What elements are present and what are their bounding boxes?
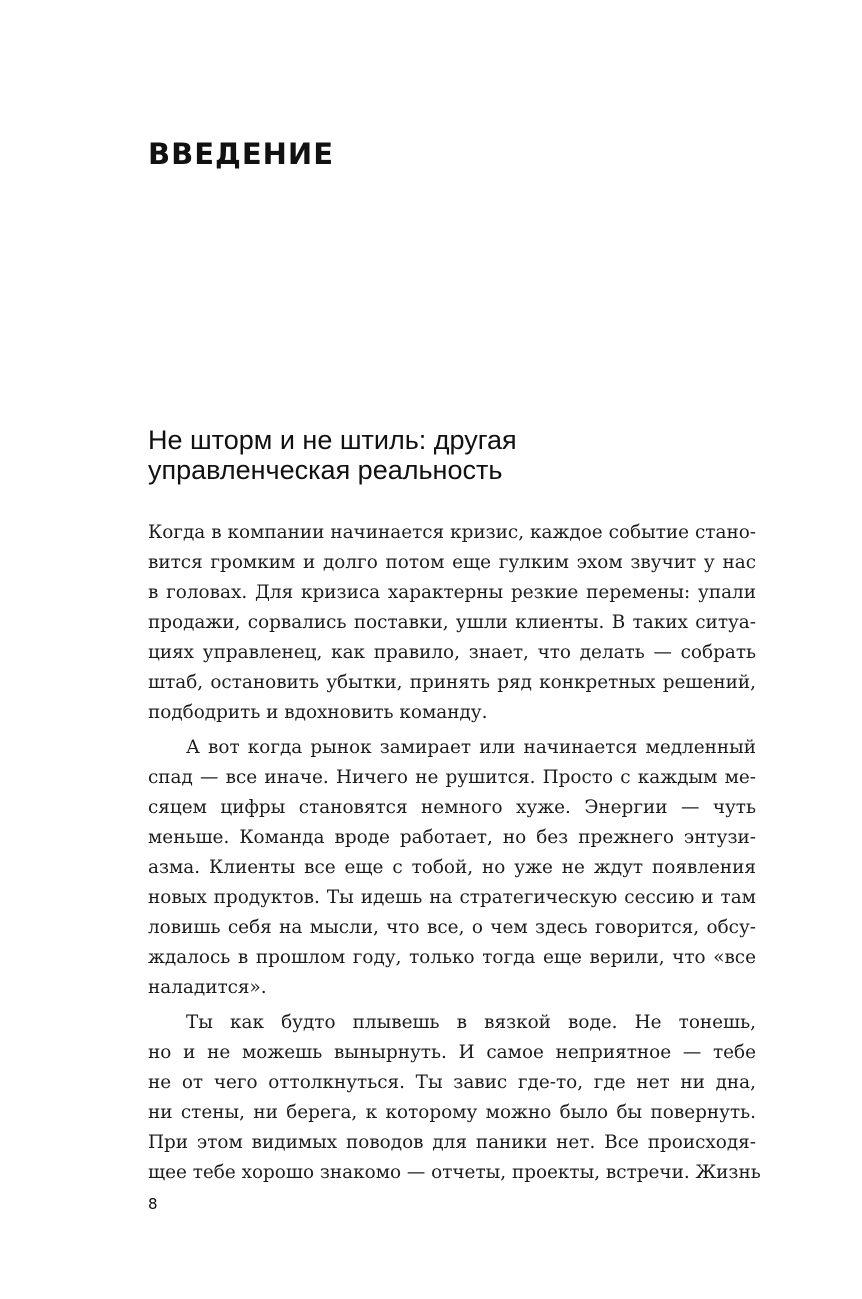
text-line: ни стены, ни берега, к которому можно было бы повернуть.: [148, 1102, 756, 1123]
text-line: щее тебе хорошо знакомо — отчеты, проекты, встречи. Жизнь: [148, 1162, 761, 1183]
text-line: наладится».: [148, 977, 267, 998]
text-line: не от чего оттолкнуться. Ты завис где-то, где нет ни дна,: [148, 1072, 756, 1093]
text-line: спад — все иначе. Ничего не рушится. Просто с каждым ме-: [148, 767, 756, 788]
text-line: Когда в компании начинается кризис, каждое событие стано-: [148, 522, 756, 543]
text-line: При этом видимых поводов для паники нет. Все происходя-: [148, 1132, 756, 1153]
text-line: Ты как будто плывешь в вязкой воде. Не тонешь,: [186, 1012, 756, 1033]
paragraph: [148, 1008, 761, 1188]
text-line: А вот когда рынок замирает или начинается медленный: [186, 737, 756, 758]
text-line: ждалось в прошлом году, только тогда еще верили, что «все: [148, 947, 756, 968]
section-title-line: Не шторм и не штиль: другая: [148, 425, 517, 455]
paragraph: [148, 733, 756, 1003]
section-title: [148, 423, 768, 483]
text-line: сяцем цифры становятся немного хуже. Энергии — чуть: [148, 797, 756, 818]
text-line: штаб, остановить убытки, принять ряд конкретных решений,: [148, 672, 756, 693]
page-number: 8: [148, 1195, 158, 1213]
text-line: но и не можешь вынырнуть. И самое неприятное — тебе: [148, 1042, 756, 1063]
text-line: вится громким и долго потом еще гулким эхом звучит у нас: [148, 552, 756, 573]
paragraph: [148, 518, 756, 728]
text-line: циях управленец, как правило, знает, что делать — собрать: [148, 642, 756, 663]
text-line: ловишь себя на мысли, что все, о чем здесь говорится, обсу-: [148, 917, 756, 938]
text-line: новых продуктов. Ты идешь на стратегическую сессию и там: [148, 887, 756, 908]
text-line: азма. Клиенты все еще с тобой, но уже не ждут появления: [148, 857, 756, 878]
text-line: продажи, сорвались поставки, ушли клиенты. В таких ситуа-: [148, 612, 756, 633]
text-line: меньше. Команда вроде работает, но без прежнего энтузи-: [148, 827, 756, 848]
text-line: подбодрить и вдохновить команду.: [148, 702, 488, 723]
body-text: [148, 518, 761, 1188]
section-title-line: управленческая реальность: [148, 455, 503, 485]
text-line: в головах. Для кризиса характерны резкие перемены: упали: [148, 582, 756, 603]
chapter-title: ВВЕДЕНИЕ: [148, 137, 335, 171]
